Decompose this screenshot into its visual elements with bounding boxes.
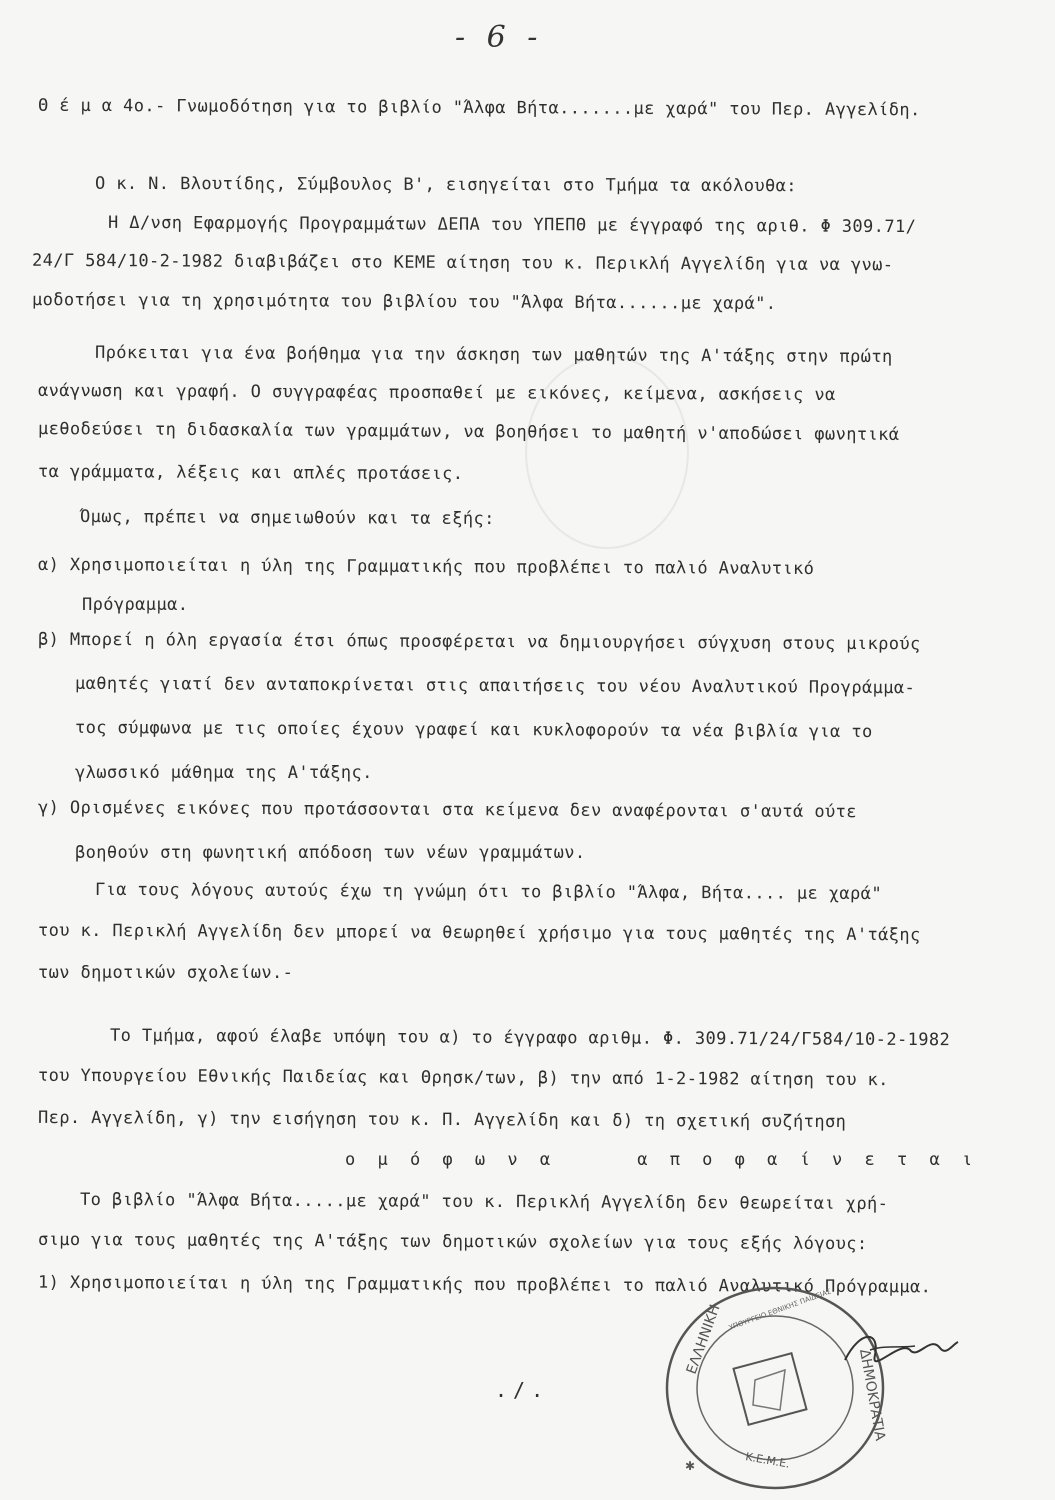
svg-text:ΕΛΛΗΝΙΚΗ: ΕΛΛΗΝΙΚΗ [683,1302,724,1377]
list-item-a: α) Χρησιμοποιείται η ύλη της Γραμματικής που προβλέπει το παλιό Αναλυτικό [37,554,815,580]
text-line: Όμως, πρέπει να σημειωθούν και τα εξής: [79,506,495,530]
svg-text:Κ.Ε.Μ.Ε.: Κ.Ε.Μ.Ε. [744,1450,791,1471]
text-line: τα γράμματα, λέξεις και απλές προτάσεις. [37,461,464,485]
list-item-b: β) Μπορεί η όλη εργασία έτσι όπως προσφέρεται να δημιουργήσει σύγχυση στους μικρούς [37,629,921,655]
text-line: Πρόκειται για ένα βοήθημα για την άσκηση των μαθητών της Α'τάξης στην πρώτη [94,342,893,368]
handwritten-signature [840,1320,960,1380]
text-line: Το βιβλίο "Άλφα Βήτα.....με χαρά" του κ. Περικλή Αγγελίδη δεν θεωρείται χρή- [79,1189,889,1215]
svg-text:ΥΠΟΥΡΓΕΙΟ ΕΘΝΙΚΗΣ ΠΑΙΔΕΙΑΣ: ΥΠΟΥΡΓΕΙΟ ΕΘΝΙΚΗΣ ΠΑΙΔΕΙΑΣ [727,1287,833,1332]
text-line: μοδοτήσει για τη χρησιμότητα του βιβλίου του "Άλφα Βήτα......με χαρά". [31,290,777,314]
page-number: - 6 - [455,20,544,55]
list-item-1: 1) Χρησιμοποιείται η ύλη της Γραμματικής που προβλέπει το παλιό Αναλυτικό Πρόγραμμα. [37,1272,932,1298]
text-line: Η Δ/νση Εφαρμογής Προγραμμάτων ΔΕΠΑ του ΥΠΕΠΘ με έγγραφό της αριθ. Φ 309.71/ [107,212,917,238]
official-seal-stamp [655,1270,895,1500]
text-line: τος σύμφωνα με τις οποίες έχουν γραφεί και κυκλοφορούν τα νέα βιβλία για το [74,717,873,743]
text-line: γλωσσικό μάθημα της Α'τάξης. [75,763,373,783]
text-line: του κ. Περικλή Αγγελίδη δεν μπορεί να θεωρηθεί χρήσιμο για τους μαθητές της Α'τάξης [37,920,921,946]
text-line: μεθοδεύσει τη διδασκαλία των γραμμάτων, να βοηθήσει το μαθητή ν'αποδώσει φωνητικά [37,418,900,446]
list-item-c: γ) Ορισμένες εικόνες που προτάσσονται στα κείμενα δεν αναφέρονται σ'αυτά ούτε [37,797,857,823]
text-line: Περ. Αγγελίδη, γ) την εισήγηση του κ. Π. Αγγελίδη και δ) τη σχετική συζήτηση [37,1107,847,1133]
svg-text:ΔΗΜΟΚΡΑΤΙΑ: ΔΗΜΟΚΡΑΤΙΑ [856,1347,888,1442]
text-line: Ο κ. Ν. Βλουτίδης, Σύμβουλος Β', εισηγείται στο Τμήμα τα ακόλουθα: [94,173,797,197]
text-line: 24/Γ 584/10-2-1982 διαβιβάζει στο ΚΕΜΕ αίτηση του κ. Περικλή Αγγελίδη για να γνω- [31,250,894,276]
svg-text:✱: ✱ [685,1459,696,1473]
topic-heading: Θ έ μ α 4ο.- Γνωμοδότηση για το βιβλίο "Άλφα Βήτα.......με χαρά" του Περ. Αγγελίδη. [37,95,921,121]
decision-heading: ο μ ό φ ω ν α α π ο φ α ί ν ε τ α ι [345,1150,979,1170]
text-line: του Υπουργείου Εθνικής Παιδείας και Θρησκ/των, β) την από 1-2-1982 αίτηση του κ. [37,1065,889,1091]
text-line: μαθητές γιατί δεν ανταποκρίνεται στις απαιτήσεις του νέου Αναλυτικού Προγράμμα- [74,673,916,699]
text-line: Το Τμήμα, αφού έλαβε υπόψη του α) το έγγραφο αριθμ. Φ. 309.71/24/Γ584/10-2-1982 [109,1025,951,1051]
text-line: σιμο για τους μαθητές της Α'τάξης των δημοτικών σχολείων για τους εξής λόγους: [37,1229,868,1255]
text-line: των δημοτικών σχολείων.- [38,963,294,983]
continuation-mark: ./. [495,1378,550,1402]
text-line: Πρόγραμμα. [82,595,189,615]
faint-stamp-mark [525,355,689,549]
text-line: Για τους λόγους αυτούς έχω τη γνώμη ότι το βιβλίο "Άλφα, Βήτα.... με χαρά" [94,879,883,905]
text-line: βοηθούν στη φωνητική απόδοση των νέων γραμμάτων. [75,843,586,863]
text-line: ανάγνωση και γραφή. Ο συγγραφέας προσπαθεί με εικόνες, κείμενα, ασκήσεις να [37,380,836,406]
